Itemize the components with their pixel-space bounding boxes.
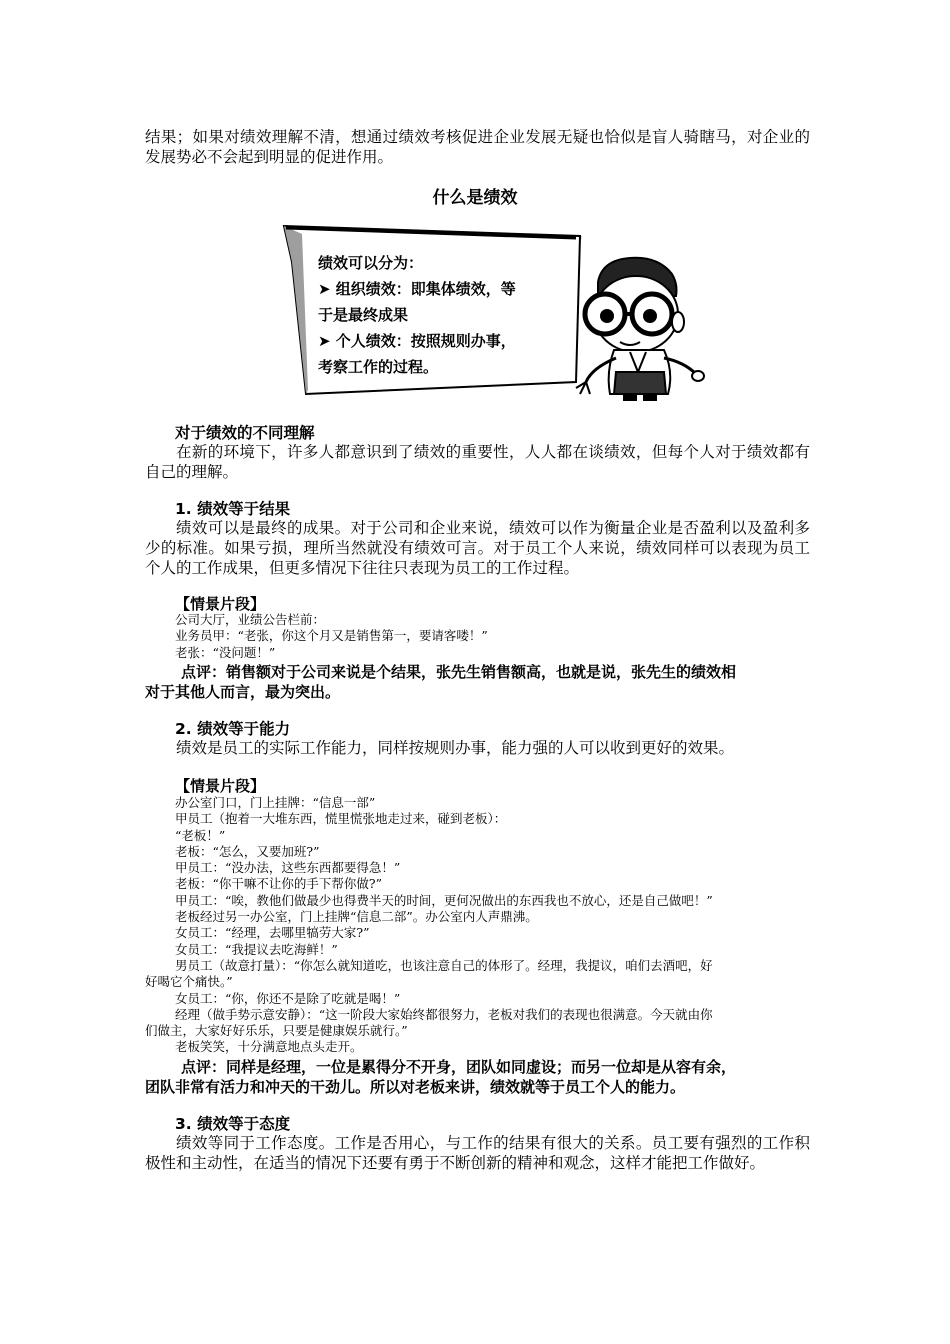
note-line: ➤ 个人绩效：按照规则办事， <box>318 332 516 350</box>
cartoon-character <box>576 258 704 400</box>
figure-title: 什么是绩效 <box>432 188 518 208</box>
dialogue-line: 业务员甲：“老张，你这个月又是销售第一，要请客喽！” <box>175 628 488 644</box>
dialogue-line: 老板经过另一办公室，门上挂牌“信息二部”。办公室内人声鼎沸。 <box>175 909 538 925</box>
note-line: ➤ 组织绩效：即集体绩效，等 <box>318 280 516 298</box>
note-line: 于是最终成果 <box>318 306 409 324</box>
heading-1: 1. 绩效等于结果 <box>175 500 291 518</box>
dialogue-line: 老张：“没问题！” <box>175 644 276 660</box>
dialogue-line: 经理（做手势示意安静）：“这一阶段大家始终都很努力，老板对我们的表现也很满意。今天就由你 <box>175 1006 713 1022</box>
heading-3: 3. 绩效等于态度 <box>175 1115 291 1133</box>
note-line: 绩效可以分为： <box>318 254 424 272</box>
scene-dialogue-1 <box>175 612 815 661</box>
comment-1 <box>145 662 810 702</box>
comment-2 <box>145 1057 810 1097</box>
dialogue-line: 女员工：“经理，去哪里犒劳大家?” <box>175 925 370 941</box>
scene-heading-2: 【情景片段】 <box>175 777 266 795</box>
dialogue-line: 老板：“怎么，又要加班?” <box>175 843 320 859</box>
dialogue-line: 甲员工（抱着一大堆东西，慌里慌张地走过来，碰到老板）： <box>175 811 507 827</box>
scene-dialogue-2 <box>145 795 815 1056</box>
heading-2: 2. 绩效等于能力 <box>175 720 291 738</box>
dialogue-line: 男员工（故意打量）：“你怎么就知道吃，也该注意自己的体形了。经理，我提议，咱们去酒吧，好 <box>175 957 713 973</box>
dialogue-line: 女员工：“你，你还不是除了吃就是喝！” <box>175 990 401 1006</box>
dialogue-line: 老板：“你干嘛不让你的手下帮你做?” <box>175 876 382 892</box>
dialogue-line: 公司大厅，业绩公告栏前： <box>175 612 326 627</box>
section-heading: 对于绩效的不同理解 <box>175 424 315 442</box>
figure-note <box>318 250 548 380</box>
dialogue-line: 办公室门口，门上挂牌：“信息一部” <box>175 795 376 810</box>
paragraph-3: 绩效等同于工作态度。工作是否用心，与工作的结果有很大的关系。员工要有强烈的工作积极性和主动性，在适当的情况下还要有勇于不断创新的精神和观念，这样才能把工作做好。 <box>145 1134 810 1172</box>
dialogue-line: 甲员工：“唉，教他们做最少也得费半天的时间，更何况做出的东西我也不放心，还是自己做吧！” <box>175 892 713 908</box>
scene-heading-1: 【情景片段】 <box>175 595 266 613</box>
paragraph-1: 绩效可以是最终的成果。对于公司和企业来说，绩效可以作为衡量企业是否盈利以及盈利多少的标准。如果亏损，理所当然就没有绩效可言。对于员工个人来说，绩效同样可以表现为员工个人的工作成果，但更多情况下往往只表现为员工的工作过程。 <box>145 519 810 577</box>
intro-paragraph: 结果；如果对绩效理解不清，想通过绩效考核促进企业发展无疑也恰似是盲人骑瞎马，对企业的发展势必不会起到明显的促进作用。 <box>145 128 810 166</box>
note-line: 考察工作的过程。 <box>318 358 439 376</box>
comment-line: 对于其他人而言，最为突出。 <box>145 683 341 701</box>
dialogue-line: 们做主，大家好好乐乐，只要是健康娱乐就行。” <box>145 1023 408 1039</box>
dialogue-line: 女员工：“我提议去吃海鲜！” <box>175 941 338 957</box>
comment-line: 点评：销售额对于公司来说是个结果，张先生销售额高，也就是说，张先生的绩效相 <box>181 663 737 681</box>
dialogue-line: 老板笑笑，十分满意地点头走开。 <box>175 1039 363 1055</box>
comment-line: 点评：同样是经理，一位是累得分不开身，团队如同虚设；而另一位却是从容有余， <box>181 1058 737 1076</box>
dialogue-line: 好喝它个痛快。” <box>145 974 233 990</box>
dialogue-line: “老板！” <box>175 827 226 843</box>
dialogue-line: 甲员工：“没办法，这些东西都要得急！” <box>175 860 401 876</box>
section-paragraph: 在新的环境下，许多人都意识到了绩效的重要性，人人都在谈绩效，但每个人对于绩效都有自己的理解。 <box>145 443 810 481</box>
comment-line: 团队非常有活力和冲天的干劲儿。所以对老板来讲，绩效就等于员工个人的能力。 <box>145 1078 686 1096</box>
paragraph-2: 绩效是员工的实际工作能力，同样按规则办事，能力强的人可以收到更好的效果。 <box>176 739 735 757</box>
